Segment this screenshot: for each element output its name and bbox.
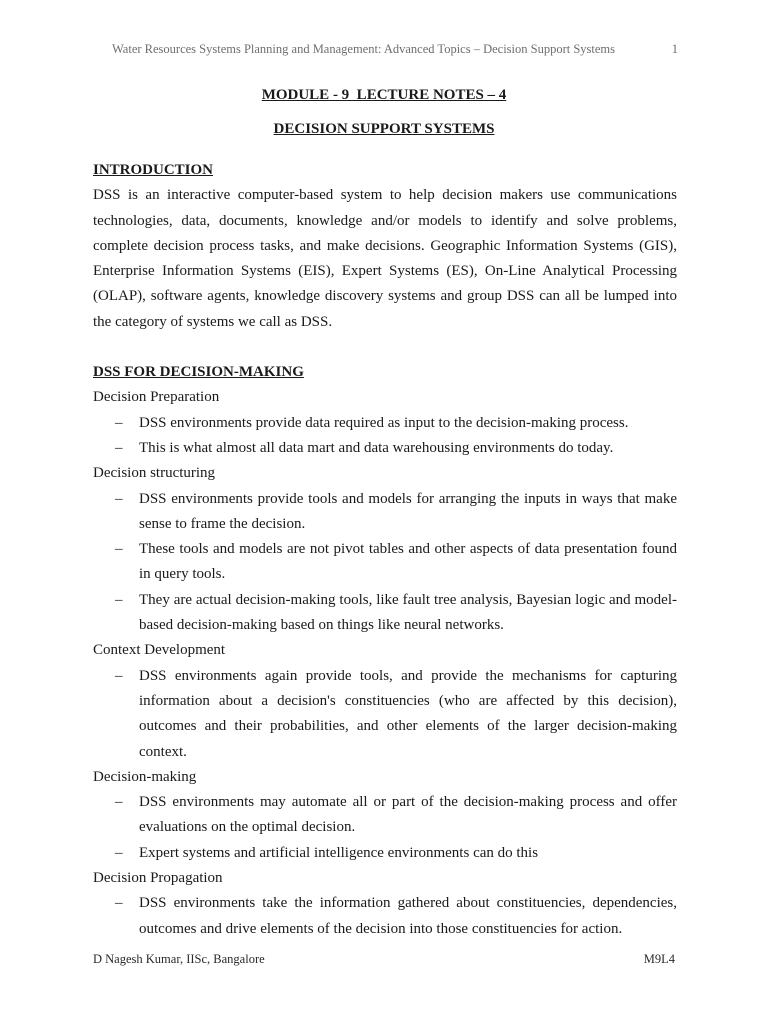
list-item-text: They are actual decision-making tools, like fault tree analysis, Bayesian logic and model-based decision-making based on things like neural networks. [139,591,677,634]
footer-code: M9L4 [643,952,675,966]
document-title: DECISION SUPPORT SYSTEMS [273,121,495,137]
subheading-context-development: Context Development [93,642,226,659]
list-item-text: DSS environments provide data required as input to the decision-making process. [139,414,629,431]
list-item [93,487,677,538]
bullet-dash: – [115,667,123,684]
list-item [93,664,677,765]
list-item-text: Expert systems and artificial intelligence environments can do this [139,844,539,861]
list-item-text: DSS environments provide tools and models for arranging the inputs in ways that make sense to frame the decision. [139,490,677,532]
list-item [93,411,677,436]
list-item [93,790,677,841]
bullet-dash: – [115,541,123,558]
bullet-dash: – [115,591,123,608]
list-item [93,588,677,639]
subheading-decision-preparation: Decision Preparation [93,389,220,406]
subheading-decision-structuring: Decision structuring [93,465,216,482]
list-item [93,537,677,588]
list-item-text: DSS environments take the information gathered about constituencies, dependencies, outcomes and drive elements of the decision into those constituencies for action. [139,895,677,937]
list-item [93,436,677,461]
list-item-text: This is what almost all data mart and data warehousing environments do today. [139,439,614,456]
module-title: MODULE - 9 LECTURE NOTES – 4 [261,87,507,103]
bullet-dash: – [115,895,123,912]
bullet-dash: – [115,844,123,861]
footer-author: D Nagesh Kumar, IISc, Bangalore [93,952,265,966]
introduction-paragraph: DSS is an interactive computer-based system to help decision makers use communications technologies, data, documents, knowledge and/or models to identify and solve problems, complete decision process tasks, and make decisions. Geographic Information Systems (GIS), Enterprise Information Systems (EIS), Expert Systems (ES), On-Line Analytical Processing (OLAP), software agents, knowledge discovery systems and group DSS can all be lumped into the category of systems we call as DSS. [93,187,677,330]
bullet-dash: – [115,490,123,507]
list-item-text: DSS environments may automate all or part of the decision-making process and offer evaluations on the optimal decision. [139,794,677,836]
bullet-dash: – [115,439,123,456]
list-item-text: These tools and models are not pivot tables and other aspects of data presentation found in query tools. [139,541,677,583]
document-body [93,158,677,942]
list-item-text: DSS environments again provide tools, and provide the mechanisms for capturing information about a decision's constituencies (who are affected by this decision), outcomes and their probabilities, and other elements of the larger decision-making context. [139,667,677,760]
page-number: 1 [671,42,678,56]
subheading-decision-making: Decision-making [93,768,197,785]
section-heading-dss-for-decision-making: DSS FOR DECISION-MAKING [93,364,304,381]
bullet-dash: – [115,794,123,811]
bullet-dash: – [115,414,123,431]
list-item [93,841,677,866]
header-title: Water Resources Systems Planning and Management: Advanced Topics – Decision Support Systems [112,42,616,56]
subheading-decision-propagation: Decision Propagation [93,870,223,887]
section-spacer [93,335,677,360]
section-heading-introduction: INTRODUCTION [93,162,214,178]
list-item [93,891,677,942]
